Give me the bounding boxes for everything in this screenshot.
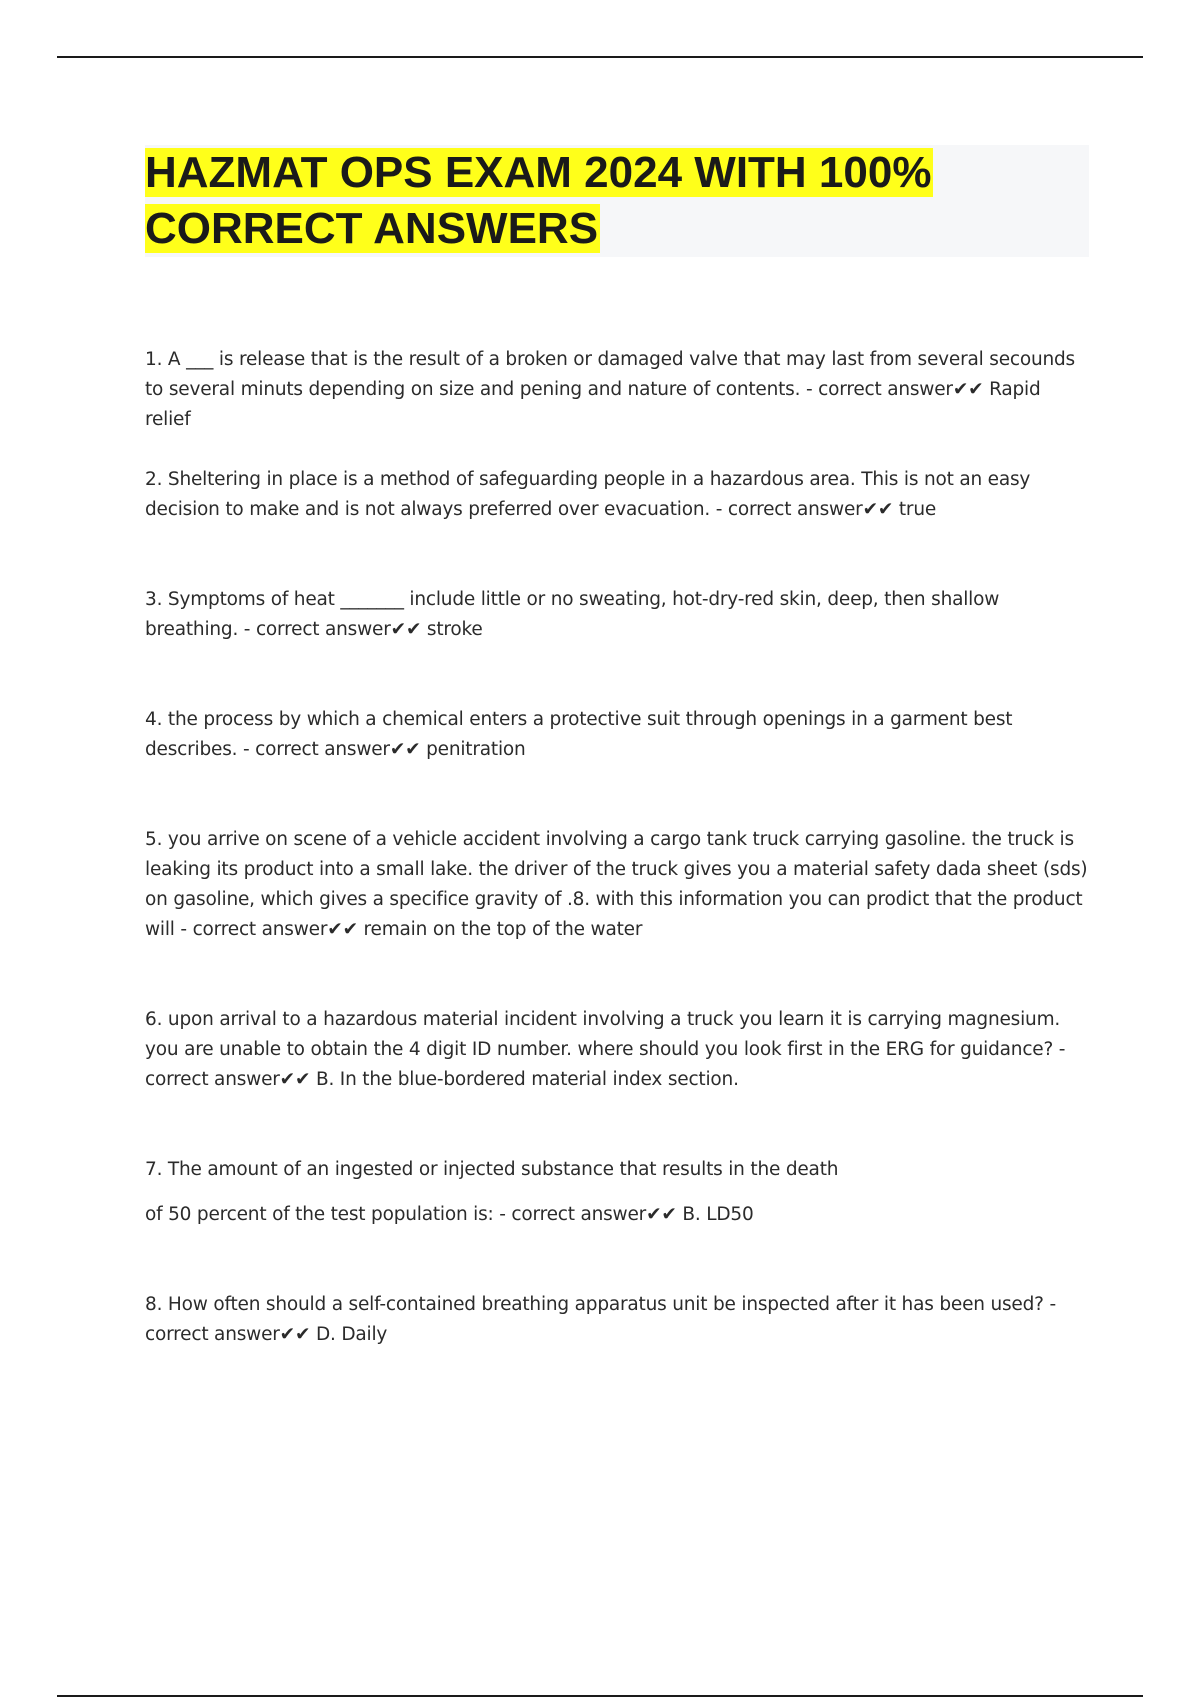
document-title [145,145,1089,257]
question-7-continued: of 50 percent of the test population is: - correct answer✔✔ B. LD50 [145,1204,754,1225]
title-line-1: HAZMAT OPS EXAM 2024 WITH 100% [145,148,932,197]
question-8: 8. How often should a self-contained breathing apparatus unit be inspected after it has been used? - correct answer✔✔ D. Daily [145,1294,1056,1345]
question-6: 6. upon arrival to a hazardous material incident involving a truck you learn it is carrying magnesium. you are unable to obtain the 4 digit ID number. where should you look first in the ERG for guidance? - correct answer✔✔ B. In the blue-bordered material index section. [145,1009,1066,1090]
header-rule [57,56,1143,58]
question-5: 5. you arrive on scene of a vehicle accident involving a cargo tank truck carrying gasoline. the truck is leaking its product into a small lake. the driver of the truck gives you a material safety dada sheet (sds) on gasoline, which gives a specifice gravity of .8. with this information you can prodict that the product will - correct answer✔✔ remain on the top of the water [145,829,1088,940]
question-7: 7. The amount of an ingested or injected substance that results in the death [145,1159,839,1180]
footer-rule [57,1695,1143,1697]
question-2: 2. Sheltering in place is a method of safeguarding people in a hazardous area. This is not an easy decision to make and is not always preferred over evacuation. - correct answer✔✔ true [145,469,1031,520]
question-4: 4. the process by which a chemical enters a protective suit through openings in a garment best describes. - correct answer✔✔ penitration [145,709,1013,760]
title-line-2: CORRECT ANSWERS [145,204,599,253]
question-3: 3. Symptoms of heat _______ include little or no sweating, hot-dry-red skin, deep, then shallow breathing. - correct answer✔✔ stroke [145,589,1000,640]
question-1: 1. A ___ is release that is the result of a broken or damaged valve that may last from several secounds to several minuts depending on size and pening and nature of contents. - correct answer✔✔ Rapid relief [145,349,1076,430]
title-block [145,145,1089,257]
